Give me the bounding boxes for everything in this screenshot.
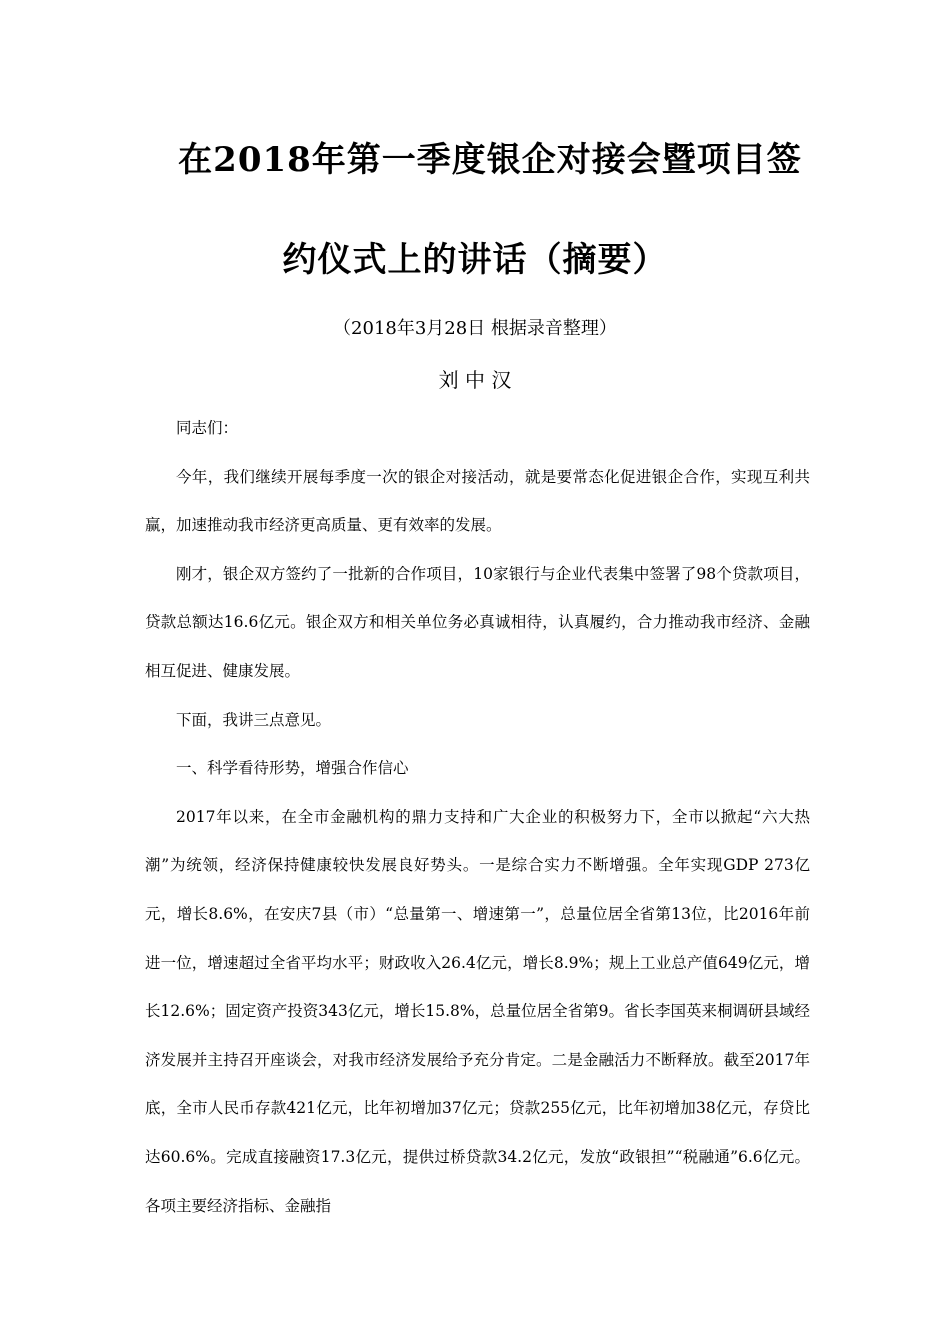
section-heading: 一、科学看待形势，增强合作信心 <box>176 759 409 778</box>
body-paragraph: 2017年以来，在全市金融机构的鼎力支持和广大企业的积极努力下，全市以掀起“六大热潮”为统领，经济保持健康较快发展良好势头。一是综合实力不断增强。全年实现GDP 273亿元，增长8.6%，在安庆7县（市）“总量第一、增速第一”，总量位居全省第13位，比2016年前进一位，增速超过全省平均水平；财政收入26.4亿元，增长8.9%；规上工业总产值649亿元，增长12.6%；固定资产投资343亿元，增长15.8%，总量位居全省第9。省长李国英来桐调研县域经济发展并主持召开座谈会，对我市经济发展给予充分肯定。二是金融活力不断释放。截至2017年底，全市人民币存款421亿元，比年初增加37亿元；贷款255亿元，比年初增加38亿元，存贷比达60.6%。完成直接融资17.3亿元，提供过桥贷款34.2亿元，发放“政银担”“税融通”6.6亿元。各项主要经济指标、金融指 <box>145 807 810 1215</box>
document-body <box>145 404 810 1230</box>
document-subtitle: （2018年3月28日 根据录音整理） <box>333 318 617 339</box>
body-paragraph: 下面，我讲三点意见。 <box>176 710 332 729</box>
document-author: 刘 中 汉 <box>438 368 512 392</box>
body-paragraph: 刚才，银企双方签约了一批新的合作项目，10家银行与企业代表集中签署了98个贷款项目，贷款总额达16.6亿元。银企双方和相关单位务必真诚相待，认真履约，合力推动我市经济、金融相互促进、健康发展。 <box>145 564 810 680</box>
salutation-paragraph: 同志们： <box>176 419 239 437</box>
body-paragraph: 今年，我们继续开展每季度一次的银企对接活动，就是要常态化促进银企合作，实现互利共赢，加速推动我市经济更高质量、更有效率的发展。 <box>145 467 810 535</box>
document-title-line-2: 约仪式上的讲话（摘要） <box>282 240 668 280</box>
document-title-line-1: 在2018年第一季度银企对接会暨项目签 <box>178 140 802 180</box>
